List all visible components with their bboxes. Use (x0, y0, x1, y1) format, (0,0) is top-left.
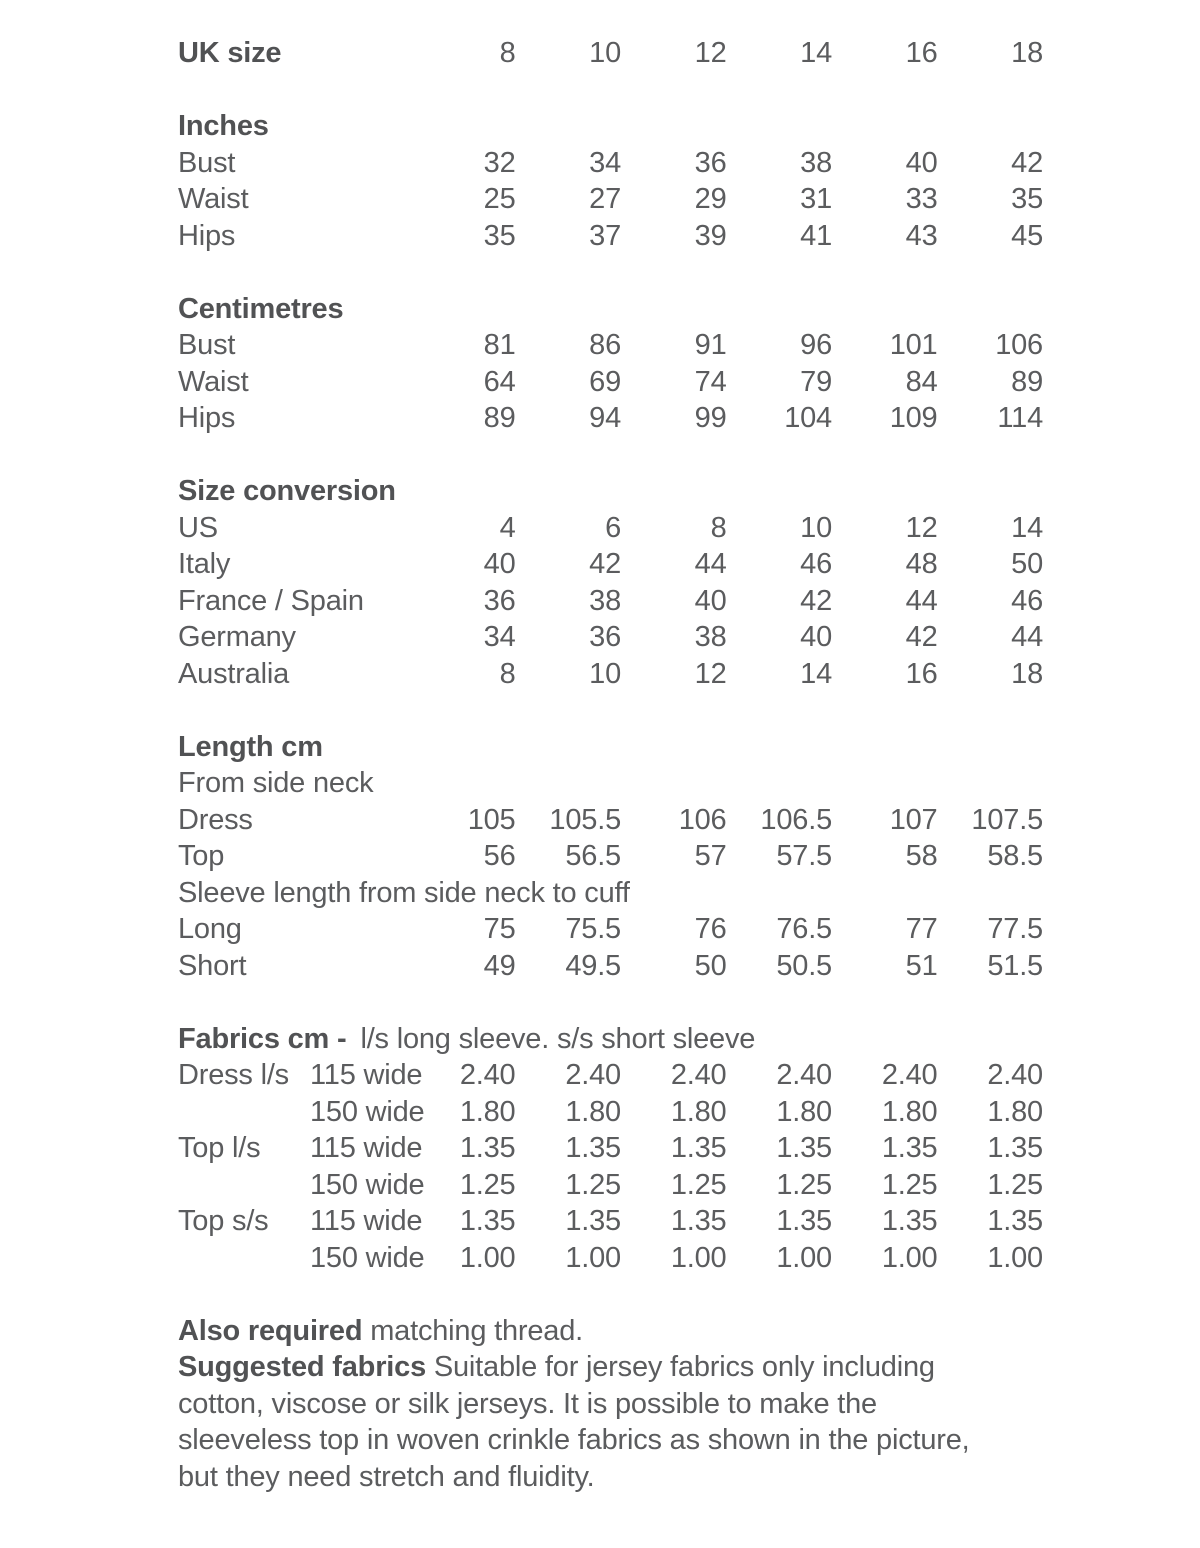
measurement-row (178, 656, 1066, 693)
size-value: 14 (800, 657, 832, 690)
fabric-item: Dress l/s (178, 1059, 289, 1091)
size-value: 33 (905, 183, 938, 215)
measurement-row (178, 911, 1066, 948)
row-label: Italy (178, 548, 231, 580)
row-label: Germany (178, 621, 296, 653)
size-value: 79 (800, 365, 832, 398)
fabric-value: 2.40 (776, 1059, 832, 1091)
size-value: 89 (483, 402, 516, 434)
fabric-value: 2.40 (987, 1059, 1043, 1091)
measurement-row (178, 327, 1066, 364)
note-line (178, 1422, 1066, 1459)
fabric-value: 1.80 (565, 1095, 621, 1128)
size-value: 50 (694, 949, 727, 982)
size-value: 57.5 (776, 840, 832, 872)
size-value: 40 (694, 584, 727, 617)
size-value: 34 (589, 146, 621, 179)
size-value: 16 (905, 37, 938, 69)
row-label: France / Spain (178, 584, 364, 617)
size-value: 77 (905, 913, 938, 945)
size-value: 69 (589, 365, 621, 398)
fabric-value: 1.35 (565, 1132, 621, 1164)
size-value: 58.5 (987, 840, 1043, 872)
size-value: 48 (905, 548, 938, 580)
fabric-value: 1.00 (459, 1241, 516, 1274)
fabric-value: 1.35 (776, 1132, 832, 1164)
fabric-width: 150 wide (310, 1241, 425, 1274)
fabric-value: 1.35 (987, 1132, 1043, 1164)
size-value: 75 (483, 913, 516, 945)
size-value: 42 (905, 621, 938, 653)
size-value: 86 (589, 329, 621, 361)
size-value: 36 (589, 621, 621, 653)
section-heading: Inches (178, 110, 269, 142)
size-value: 8 (499, 37, 516, 69)
fabric-width: 150 wide (310, 1095, 425, 1128)
size-value: 41 (800, 219, 832, 252)
size-chart (178, 35, 1066, 984)
size-value: 50 (1011, 548, 1043, 580)
section-spacer (178, 254, 1066, 291)
size-value: 18 (1011, 37, 1043, 69)
size-value: 42 (589, 548, 621, 580)
size-value: 4 (499, 511, 516, 544)
section-heading: Centimetres (178, 292, 344, 325)
fabric-value: 1.80 (670, 1095, 727, 1128)
size-value: 38 (589, 584, 621, 617)
row-label: Hips (178, 402, 236, 434)
measurement-row (178, 583, 1066, 620)
fabric-width: 115 wide (310, 1205, 423, 1237)
section-subheading: From side neck (178, 767, 374, 799)
fabric-value: 2.40 (881, 1059, 938, 1091)
size-value: 44 (1011, 621, 1043, 653)
row-label: UK size (178, 37, 282, 69)
size-value: 12 (905, 511, 938, 544)
size-value: 32 (483, 146, 516, 179)
size-value: 49 (483, 949, 516, 982)
note-text: Suitable for jersey fabrics only including (426, 1351, 935, 1383)
size-value: 56.5 (565, 840, 621, 872)
size-value: 77.5 (987, 913, 1043, 945)
size-value: 91 (694, 329, 727, 361)
measurement-row (178, 948, 1066, 985)
fabric-value: 1.35 (565, 1205, 621, 1237)
size-value: 6 (605, 511, 621, 544)
measurement-row (178, 802, 1066, 839)
size-value: 107.5 (971, 803, 1043, 836)
fabrics-heading-title: Fabrics cm - (178, 1022, 347, 1055)
fabric-item (178, 1167, 310, 1204)
fabric-row (178, 1240, 1066, 1277)
fabric-value: 1.35 (881, 1132, 938, 1164)
note-lead: Also required (178, 1314, 363, 1347)
size-value: 51.5 (987, 949, 1043, 982)
note-line (178, 1349, 1066, 1386)
row-label: Bust (178, 329, 236, 361)
size-value: 25 (483, 183, 516, 215)
size-value: 46 (1011, 584, 1043, 617)
fabric-item: Top s/s (178, 1205, 269, 1237)
note-text: matching thread. (362, 1314, 584, 1347)
fabric-value: 2.40 (459, 1059, 516, 1091)
size-value: 76 (694, 913, 727, 945)
notes (178, 1313, 1066, 1496)
measurement-row (178, 181, 1066, 218)
size-value: 57 (694, 840, 727, 872)
measurement-row (178, 838, 1066, 875)
size-value: 58 (905, 840, 938, 872)
size-value: 37 (589, 219, 621, 252)
section-spacer (178, 984, 1066, 1021)
size-value: 43 (905, 219, 938, 252)
section-heading: Size conversion (178, 475, 396, 507)
fabric-value: 1.80 (776, 1095, 832, 1128)
size-value: 35 (1011, 183, 1043, 215)
fabric-item (178, 1240, 310, 1277)
size-value: 74 (694, 365, 727, 398)
fabric-row (178, 1057, 1066, 1094)
fabric-value: 1.80 (459, 1095, 516, 1128)
size-value: 8 (499, 657, 516, 690)
note-text: but they need stretch and fluidity. (178, 1460, 595, 1493)
size-value: 10 (589, 37, 621, 69)
row-label: Australia (178, 657, 290, 690)
size-value: 38 (800, 146, 832, 179)
size-value: 10 (589, 657, 621, 690)
size-value: 89 (1011, 365, 1043, 398)
size-value: 50.5 (776, 949, 832, 982)
size-value: 12 (694, 37, 727, 69)
fabric-value: 1.25 (459, 1168, 516, 1201)
section-heading: Length cm (178, 730, 323, 763)
note-text: cotton, viscose or silk jerseys. It is possible to make the (178, 1387, 877, 1420)
row-label: US (178, 511, 218, 544)
row-label: Waist (178, 183, 249, 215)
note-line (178, 1313, 1066, 1350)
size-value: 99 (694, 402, 727, 434)
size-value: 49.5 (565, 949, 621, 982)
size-value: 81 (483, 329, 516, 361)
fabric-value: 1.25 (670, 1168, 727, 1201)
size-value: 8 (710, 511, 727, 544)
row-label: Long (178, 913, 242, 945)
size-value: 94 (589, 402, 621, 434)
fabric-row (178, 1167, 1066, 1204)
row-label: Dress (178, 803, 253, 836)
fabric-value: 1.25 (987, 1168, 1043, 1201)
uk-size-row (178, 35, 1066, 72)
size-value: 14 (800, 37, 832, 69)
size-value: 106.5 (760, 803, 832, 836)
size-value: 35 (483, 219, 516, 252)
fabric-width: 115 wide (310, 1132, 423, 1164)
fabric-value: 1.00 (565, 1241, 621, 1274)
size-value: 56 (483, 840, 516, 872)
size-value: 29 (694, 183, 727, 215)
size-value: 12 (694, 657, 727, 690)
size-value: 46 (800, 548, 832, 580)
size-value: 10 (800, 511, 832, 544)
fabrics-table (178, 1057, 1066, 1276)
size-value: 101 (889, 329, 938, 361)
fabric-value: 1.35 (670, 1205, 727, 1237)
size-value: 96 (800, 329, 832, 361)
size-value: 105 (467, 803, 516, 836)
size-value: 39 (694, 219, 727, 252)
size-value: 42 (800, 584, 832, 617)
fabric-value: 1.80 (881, 1095, 938, 1128)
section-spacer (178, 692, 1066, 729)
fabric-row (178, 1130, 1066, 1167)
size-value: 76.5 (776, 913, 832, 945)
size-value: 34 (483, 621, 516, 653)
fabric-value: 1.00 (881, 1241, 938, 1274)
fabric-value: 2.40 (565, 1059, 621, 1091)
size-value: 51 (905, 949, 938, 982)
size-value: 44 (905, 584, 938, 617)
size-value: 40 (800, 621, 832, 653)
measurement-row (178, 546, 1066, 583)
measurement-row (178, 145, 1066, 182)
note-lead: Suggested fabrics (178, 1351, 426, 1383)
size-value: 40 (905, 146, 938, 179)
fabrics-heading-legend: l/s long sleeve. s/s short sleeve (360, 1022, 756, 1055)
row-label: Hips (178, 219, 236, 252)
fabric-value: 1.00 (670, 1241, 727, 1274)
size-value: 105.5 (549, 803, 621, 836)
size-value: 27 (589, 183, 621, 215)
fabric-value: 1.25 (881, 1168, 938, 1201)
row-label: Short (178, 949, 247, 982)
size-value: 106 (995, 329, 1043, 361)
fabric-value: 1.35 (987, 1205, 1043, 1237)
size-value: 107 (889, 803, 938, 836)
fabric-row (178, 1203, 1066, 1240)
size-value: 40 (483, 548, 516, 580)
section-spacer (178, 72, 1066, 109)
row-label: Waist (178, 365, 249, 398)
size-chart-page (178, 35, 1066, 1495)
measurement-row (178, 218, 1066, 255)
fabric-value: 1.80 (987, 1095, 1043, 1128)
size-value: 114 (997, 402, 1043, 434)
size-value: 36 (694, 146, 727, 179)
size-value: 14 (1011, 511, 1043, 544)
size-value: 16 (905, 657, 938, 690)
fabric-value: 1.00 (987, 1241, 1043, 1274)
fabric-value: 2.40 (670, 1059, 727, 1091)
fabric-value: 1.25 (776, 1168, 832, 1201)
size-value: 31 (800, 183, 832, 215)
fabric-value: 1.25 (565, 1168, 621, 1201)
measurement-row (178, 400, 1066, 437)
fabric-value: 1.35 (776, 1205, 832, 1237)
size-value: 42 (1011, 146, 1043, 179)
note-line (178, 1459, 1066, 1496)
fabric-value: 1.00 (776, 1241, 832, 1274)
measurement-row (178, 364, 1066, 401)
size-value: 75.5 (565, 913, 621, 945)
fabrics-heading (178, 1021, 1066, 1058)
size-value: 109 (889, 402, 938, 434)
fabric-width: 115 wide (310, 1059, 423, 1091)
fabric-value: 1.35 (670, 1132, 727, 1164)
size-value: 38 (694, 621, 727, 653)
fabric-value: 1.35 (459, 1132, 516, 1164)
section-spacer (178, 1276, 1066, 1313)
section-spacer (178, 437, 1066, 474)
row-label: Top (178, 840, 225, 872)
note-line (178, 1386, 1066, 1423)
fabric-value: 1.35 (881, 1205, 938, 1237)
size-value: 84 (905, 365, 938, 398)
row-label: Bust (178, 146, 236, 179)
size-value: 104 (784, 402, 832, 434)
measurement-row (178, 619, 1066, 656)
note-text: sleeveless top in woven crinkle fabrics as shown in the picture, (178, 1424, 970, 1456)
size-value: 44 (694, 548, 727, 580)
fabric-value: 1.35 (459, 1205, 516, 1237)
fabric-item: Top l/s (178, 1132, 261, 1164)
measurement-row (178, 510, 1066, 547)
section-subheading: Sleeve length from side neck to cuff (178, 876, 630, 909)
size-value: 64 (483, 365, 516, 398)
size-value: 36 (483, 584, 516, 617)
fabric-width: 150 wide (310, 1168, 425, 1201)
size-value: 18 (1011, 657, 1043, 690)
size-value: 45 (1011, 219, 1043, 252)
fabric-row (178, 1094, 1066, 1131)
fabric-item (178, 1094, 310, 1131)
size-value: 106 (678, 803, 727, 836)
